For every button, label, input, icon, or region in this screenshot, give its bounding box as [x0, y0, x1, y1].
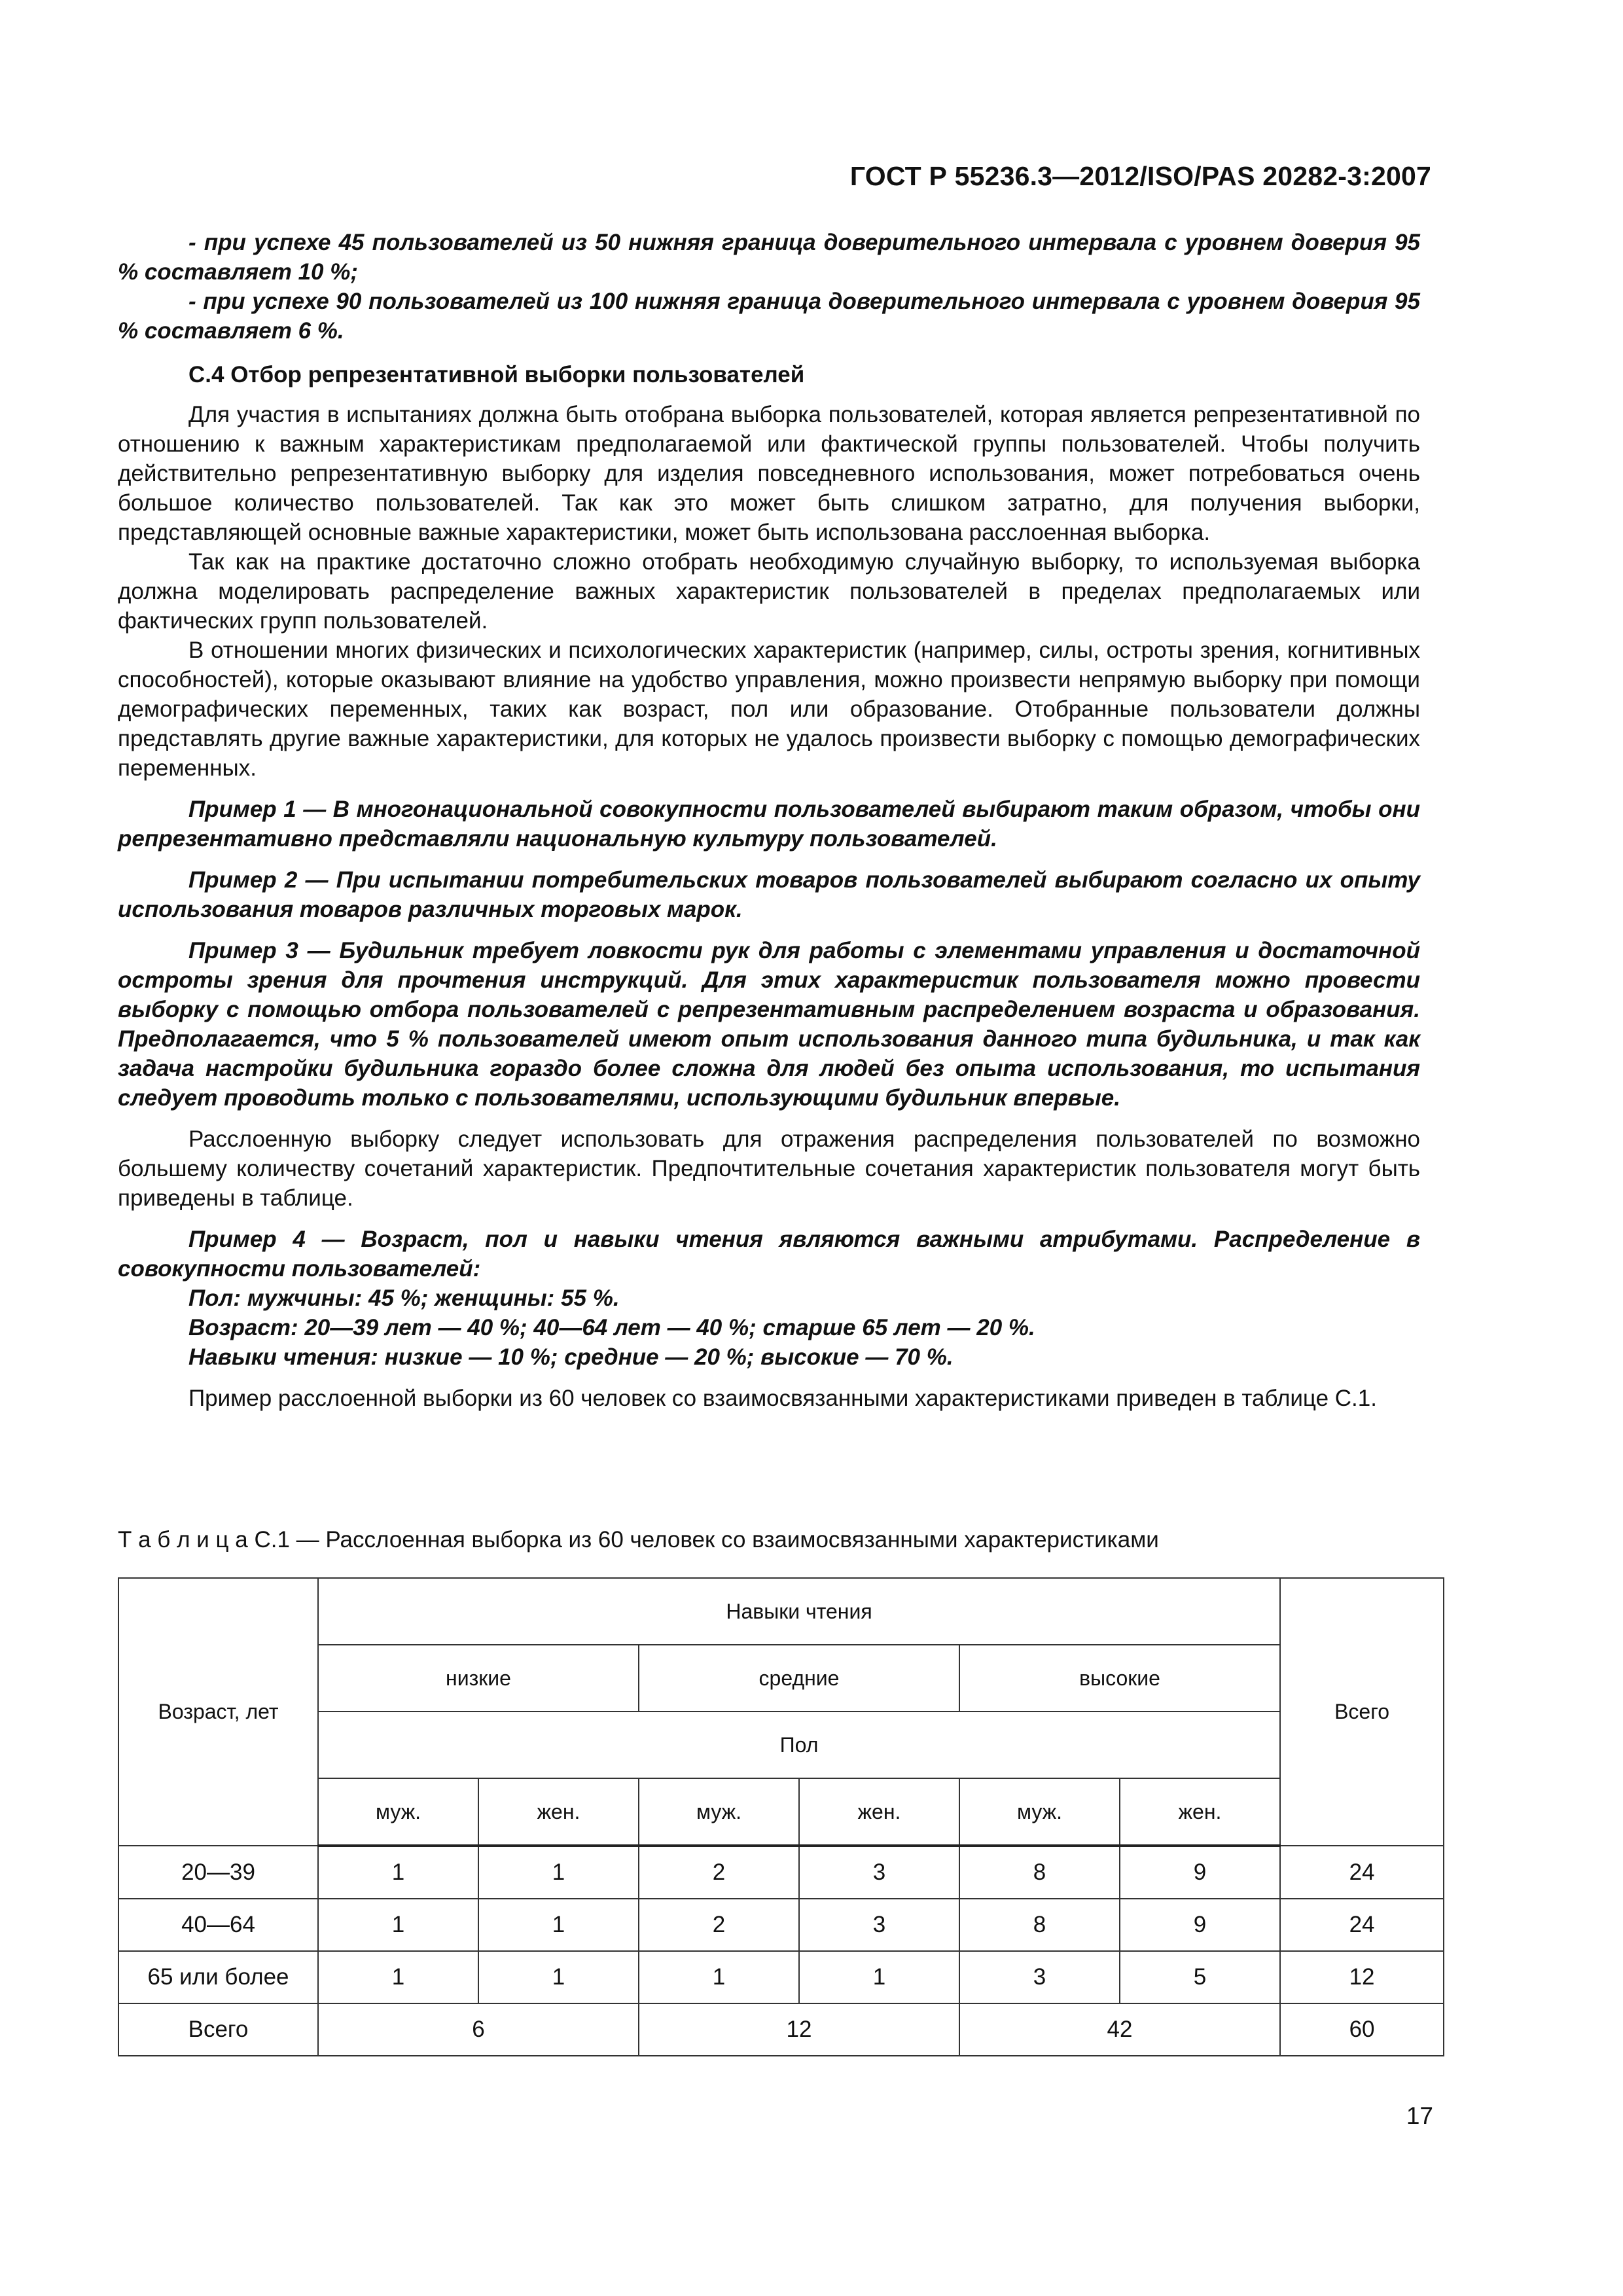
total-row-label: Всего [118, 2003, 318, 2056]
example-4-line-reading: Навыки чтения: низкие — 10 %; средние — 20 %; высокие — 70 %. [188, 1344, 954, 1370]
header-reading-skills: Навыки чтения [318, 1578, 1280, 1645]
row-total: 24 [1280, 1846, 1444, 1899]
table-row [118, 1899, 1444, 1951]
row-age: 65 или более [118, 1951, 318, 2003]
table-cell: 1 [478, 1846, 639, 1899]
paragraph-3: В отношении многих физических и психологических характеристик (например, силы, остроты зрения, когнитивных способностей), которые оказывают влияние на удобство управления, можно произвести непрямую выборку при помощи демографических переменных, таких как возраст, пол или образование. Отобранные пользователи должны представлять другие важные характеристики, для которых не удалось произвести выборку с помощью демографических переменных. [118, 637, 1420, 781]
bullet-item-1: - при успехе 45 пользователей из 50 нижняя граница доверительного интервала с уровнем доверия 95 % составляет 10 %; [118, 230, 1420, 285]
example-2: Пример 2 — При испытании потребительских товаров пользователей выбирают согласно их опыту использования товаров различных торговых марок. [118, 867, 1420, 922]
table-cell: 2 [639, 1899, 799, 1951]
table-cell: 9 [1120, 1846, 1280, 1899]
table-row [118, 1951, 1444, 2003]
table-cell: 1 [318, 1899, 478, 1951]
table-cell: 1 [318, 1846, 478, 1899]
header-low: низкие [318, 1645, 639, 1712]
paragraph-2: Так как на практике достаточно сложно отобрать необходимую случайную выборку, то используемая выборка должна моделировать распределение важных характеристик пользователей в пределах предполагаемых или фактических групп пользователей. [118, 549, 1420, 634]
table-cell: 8 [959, 1899, 1120, 1951]
table-cell: 1 [799, 1951, 959, 2003]
row-total: 24 [1280, 1899, 1444, 1951]
table-cell: 3 [799, 1846, 959, 1899]
example-3: Пример 3 — Будильник требует ловкости рук для работы с элементами управления и достаточной остроты зрения для прочтения инструкций. Для этих характеристик пользователя можно провести выборку с помощью отбора пользователей с репрезентативным распределением возраста и образования. Предполагается, что 5 % пользователей имеют опыт использования данного типа будильника, и так как задача настройки будильника гораздо более сложна для людей без опыта использования, то испытания следует проводить только с пользователями, использующими будильник впервые. [118, 938, 1420, 1111]
example-4-line-age: Возраст: 20—39 лет — 40 %; 40—64 лет — 40 %; старше 65 лет — 20 %. [188, 1315, 1035, 1340]
section-title: С.4 Отбор репрезентативной выборки пользователей [188, 362, 805, 387]
table-cell: 5 [1120, 1951, 1280, 2003]
paragraph-5: Пример расслоенной выборки из 60 человек со взаимосвязанными характеристиками приведен в таблице С.1. [188, 1386, 1377, 1411]
page-number: 17 [1406, 2102, 1433, 2129]
example-4-line-sex: Пол: мужчины: 45 %; женщины: 55 %. [188, 1285, 620, 1311]
header-female: жен. [1120, 1778, 1280, 1846]
table-cell: 1 [478, 1951, 639, 2003]
table-row [118, 1846, 1444, 1899]
header-female: жен. [478, 1778, 639, 1846]
table-cell: 3 [959, 1951, 1120, 2003]
row-age: 20—39 [118, 1846, 318, 1899]
header-high: высокие [959, 1645, 1280, 1712]
row-total: 12 [1280, 1951, 1444, 2003]
stratified-sample-table [118, 1577, 1444, 2056]
table-cell: 9 [1120, 1899, 1280, 1951]
header-female: жен. [799, 1778, 959, 1846]
header-male: муж. [318, 1778, 478, 1846]
grand-total: 60 [1280, 2003, 1444, 2056]
header-sex: Пол [318, 1712, 1280, 1778]
table-cell: 1 [639, 1951, 799, 2003]
bullet-item-2: - при успехе 90 пользователей из 100 нижняя граница доверительного интервала с уровнем доверия 95 % составляет 6 %. [118, 289, 1420, 344]
total-mid: 12 [639, 2003, 959, 2056]
table-caption: Т а б л и ц а С.1 — Расслоенная выборка из 60 человек со взаимосвязанными характеристиками [118, 1527, 1159, 1552]
table-cell: 1 [478, 1899, 639, 1951]
header-male: муж. [639, 1778, 799, 1846]
document-code-header: ГОСТ Р 55236.3—2012/ISO/PAS 20282-3:2007 [849, 161, 1431, 191]
document-body [118, 228, 1420, 1413]
header-mid: средние [639, 1645, 959, 1712]
paragraph-4: Расслоенную выборку следует использовать для отражения распределения пользователей по возможно большему количеству сочетаний характеристик. Предпочтительные сочетания характеристик пользователя могут быть приведены в таблице. [118, 1126, 1420, 1211]
header-male: муж. [959, 1778, 1120, 1846]
table-cell: 3 [799, 1899, 959, 1951]
total-high: 42 [959, 2003, 1280, 2056]
table-total-row [118, 2003, 1444, 2056]
table-cell: 1 [318, 1951, 478, 2003]
table-cell: 2 [639, 1846, 799, 1899]
row-age: 40—64 [118, 1899, 318, 1951]
table-cell: 8 [959, 1846, 1120, 1899]
header-total: Всего [1280, 1578, 1444, 1846]
header-age: Возраст, лет [118, 1578, 318, 1846]
example-4: Пример 4 — Возраст, пол и навыки чтения являются важными атрибутами. Распределение в совокупности пользователей: [118, 1227, 1420, 1282]
example-1: Пример 1 — В многонациональной совокупности пользователей выбирают таким образом, чтобы они репрезентативно представляли национальную культуру пользователей. [118, 797, 1420, 852]
paragraph-1: Для участия в испытаниях должна быть отобрана выборка пользователей, которая является репрезентативной по отношению к важным характеристикам предполагаемой или фактической группы пользователей. Чтобы получить действительно репрезентативную выборку для изделия повседневного использования, может потребоваться очень большое количество пользователей. Так как это может быть слишком затратно, для получения выборки, представляющей основные важные характеристики, может быть использована расслоенная выборка. [118, 402, 1420, 545]
total-low: 6 [318, 2003, 639, 2056]
